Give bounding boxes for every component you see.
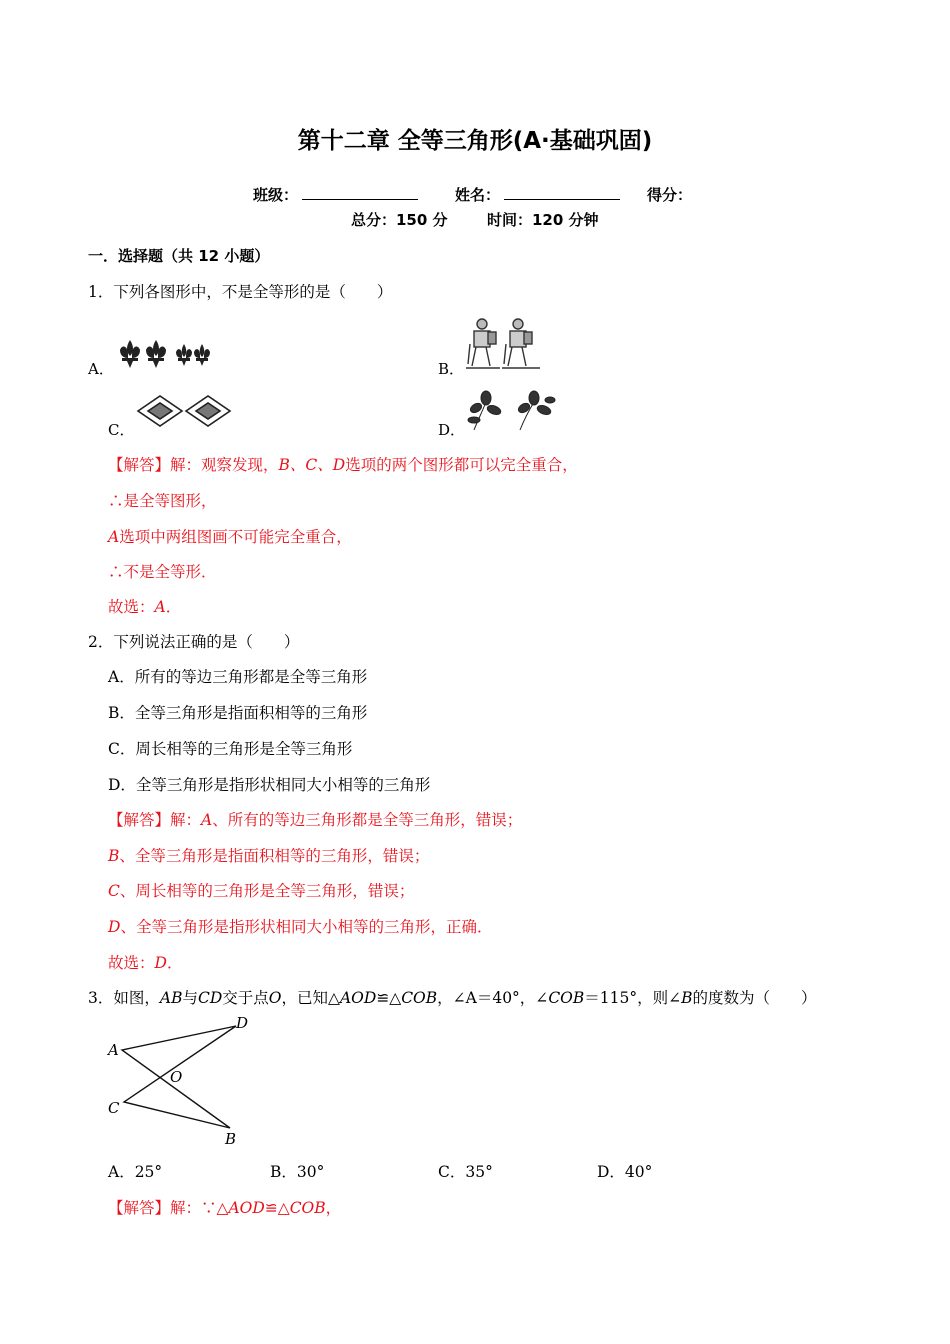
q1-answer-line-1 <box>108 453 578 475</box>
q2-answer-line-4 <box>108 915 492 937</box>
answer-text: ． <box>166 954 183 972</box>
q3-text: ＝115°，则∠ <box>584 989 682 1007</box>
answer-tag: 【解答】 <box>108 811 171 829</box>
answer-letter: D <box>154 954 167 972</box>
answer-letters: B、C、D <box>278 456 346 474</box>
q1-option-c[interactable]: C． <box>108 421 135 439</box>
q1-stem: 1．下列各图形中，不是全等形的是（ ） <box>88 283 393 301</box>
answer-letter: B <box>108 847 120 865</box>
q2-answer-line-1 <box>108 808 522 830</box>
class-label: 班级： <box>253 186 299 204</box>
answer-letter: A <box>154 598 166 616</box>
class-field <box>253 184 418 205</box>
q3-option-b[interactable]: B．30° <box>270 1163 325 1181</box>
q3-text: 3．如图， <box>88 989 160 1007</box>
q2-stem: 2．下列说法正确的是（ ） <box>88 633 300 651</box>
q3-geometry-figure <box>100 1010 260 1150</box>
q1-answer-line-2: ∴是全等图形， <box>108 492 217 510</box>
q3-stem <box>88 986 817 1008</box>
q3-text: ≌△ <box>376 989 402 1007</box>
flower-sprig-icon <box>464 390 558 432</box>
answer-text: 解：∵△ <box>170 1199 229 1217</box>
answer-letter: C <box>108 882 120 900</box>
q3-text: 与 <box>182 989 198 1007</box>
answer-math: AOD <box>228 1199 265 1217</box>
q2-option-b[interactable]: B．全等三角形是指面积相等的三角形 <box>108 704 368 722</box>
q1-option-b[interactable]: B． <box>438 360 465 378</box>
q2-option-d[interactable]: D．全等三角形是指形状相同大小相等的三角形 <box>108 776 431 794</box>
answer-text: 解：观察发现， <box>170 456 279 474</box>
answer-text: 、所有的等边三角形都是全等三角形，错误； <box>212 811 523 829</box>
q2-answer-choice <box>108 951 182 973</box>
answer-text: 选项的两个图形都可以完全重合， <box>345 456 578 474</box>
q2-answer-line-3 <box>108 879 414 901</box>
answer-math: COB <box>289 1199 326 1217</box>
q2-option-a[interactable]: A．所有的等边三角形都是全等三角形 <box>108 668 368 686</box>
answer-text: ≌△ <box>264 1199 290 1217</box>
q3-math: O <box>268 989 282 1007</box>
q3-math: B <box>681 989 693 1007</box>
label-b: B <box>225 1130 237 1148</box>
answer-text: 解： <box>170 811 202 829</box>
score-label: 得分： <box>647 186 693 204</box>
answer-letter: A <box>108 528 120 546</box>
name-field <box>455 184 620 205</box>
q3-math: AOD <box>339 989 377 1007</box>
label-o: O <box>170 1068 183 1086</box>
q3-math: CD <box>197 989 223 1007</box>
answer-tag: 【解答】 <box>108 456 171 474</box>
q1-answer-line-4: ∴不是全等形． <box>108 563 217 581</box>
q3-math: AB <box>159 989 183 1007</box>
q2-option-c[interactable]: C．周长相等的三角形是全等三角形 <box>108 740 353 758</box>
label-c: C <box>108 1099 120 1117</box>
name-label: 姓名： <box>455 186 501 204</box>
answer-text: 、全等三角形是指面积相等的三角形，错误； <box>119 847 430 865</box>
time-limit: 时间：120 分钟 <box>487 211 599 229</box>
label-a: A <box>108 1041 119 1059</box>
q3-option-c[interactable]: C．35° <box>438 1163 493 1181</box>
q1-option-d[interactable]: D． <box>438 421 466 439</box>
answer-text: 、周长相等的三角形是全等三角形，错误； <box>119 882 415 900</box>
q1-answer-line-3 <box>108 525 352 547</box>
total-score: 总分：150 分 <box>351 211 448 229</box>
q3-math: COB <box>548 989 585 1007</box>
q3-text: 的度数为（ ） <box>692 989 817 1007</box>
diamond-squares-icon <box>136 394 234 428</box>
class-blank[interactable] <box>302 185 418 200</box>
q2-answer-line-2 <box>108 844 429 866</box>
q3-option-a[interactable]: A．25° <box>108 1163 163 1181</box>
answer-tag: 【解答】 <box>108 1199 171 1217</box>
answer-text: ， <box>325 1199 342 1217</box>
answer-text: ． <box>165 598 182 616</box>
answer-text: 故选： <box>108 598 155 616</box>
q3-text: ，已知△ <box>281 989 340 1007</box>
answer-text: 故选： <box>108 954 155 972</box>
q3-answer-line-1 <box>108 1196 341 1218</box>
q1-answer-choice <box>108 595 181 617</box>
fleur-de-lis-icon <box>116 336 212 372</box>
q1-option-a[interactable]: A． <box>88 360 114 378</box>
hiker-figures-icon <box>466 314 552 370</box>
q3-text: ，∠A＝40°，∠ <box>437 989 549 1007</box>
answer-text: 选项中两组图画不可能完全重合， <box>119 528 352 546</box>
label-d: D <box>236 1014 249 1032</box>
section-heading: 一．选择题（共 12 小题） <box>88 247 270 265</box>
q3-option-d[interactable]: D．40° <box>597 1163 653 1181</box>
answer-text: 、全等三角形是指形状相同大小相等的三角形，正确． <box>120 918 493 936</box>
name-blank[interactable] <box>504 185 620 200</box>
answer-letter: A <box>201 811 213 829</box>
q3-math: COB <box>401 989 438 1007</box>
q3-text: 交于点 <box>222 989 269 1007</box>
page-title: 第十二章 全等三角形(A·基础巩固) <box>297 128 653 154</box>
answer-letter: D <box>108 918 121 936</box>
